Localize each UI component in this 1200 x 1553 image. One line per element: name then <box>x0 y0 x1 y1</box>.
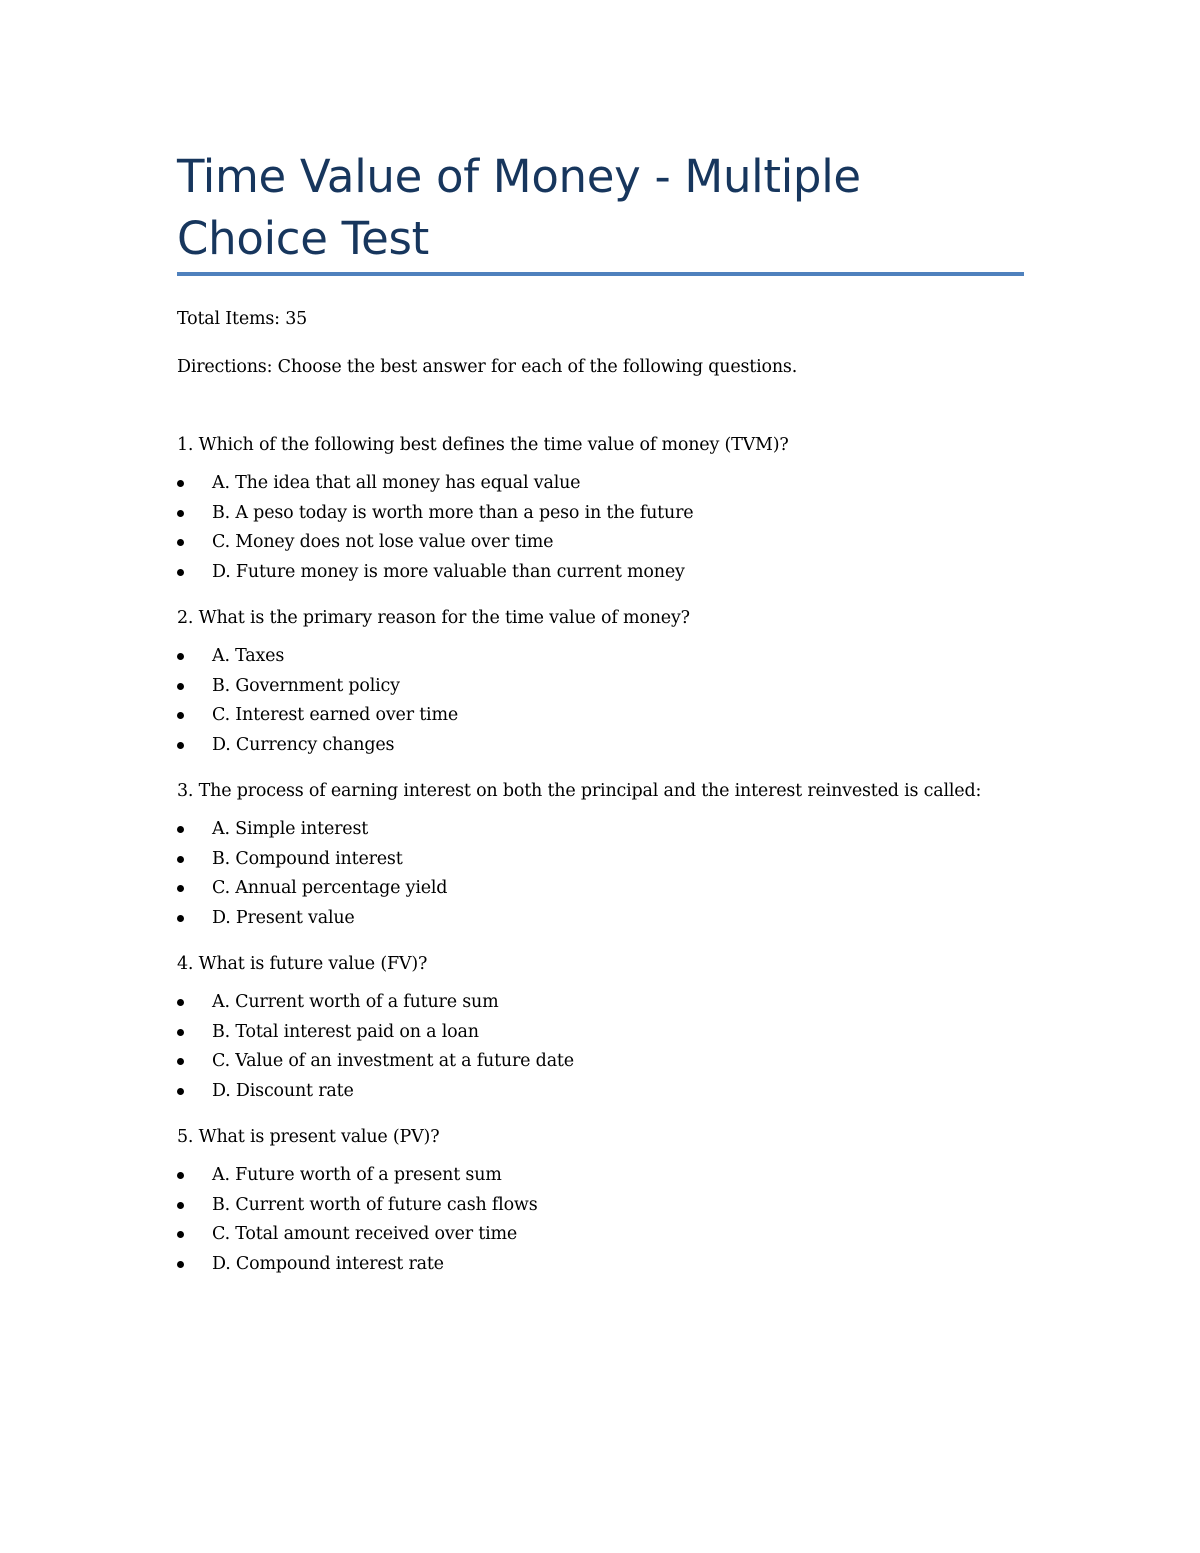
bullet-icon <box>177 539 184 546</box>
question-text: 4. What is future value (FV)? <box>177 954 428 974</box>
bullet-icon <box>177 1172 184 1179</box>
bullet-icon <box>177 1261 184 1268</box>
bullet-icon <box>177 480 184 487</box>
total-items: Total Items: 35 <box>177 309 308 329</box>
option-label: A. Taxes <box>212 646 285 666</box>
option-item <box>177 672 1037 702</box>
option-item <box>177 988 1037 1018</box>
directions: Directions: Choose the best answer for each of the following questions. <box>177 357 798 377</box>
question-list <box>177 432 1037 1297</box>
option-item <box>177 1220 1037 1250</box>
option-item <box>177 1018 1037 1048</box>
option-label: C. Annual percentage yield <box>212 878 448 898</box>
bullet-icon <box>177 1058 184 1065</box>
option-label: D. Currency changes <box>212 734 395 755</box>
option-list <box>177 815 1037 933</box>
option-item <box>177 815 1037 845</box>
bullet-icon <box>177 712 184 719</box>
bullet-icon <box>177 569 184 576</box>
bullet-icon <box>177 1202 184 1209</box>
option-list <box>177 988 1037 1106</box>
bullet-icon <box>177 742 184 749</box>
question-text: 5. What is present value (PV)? <box>177 1127 440 1147</box>
bullet-icon <box>177 856 184 863</box>
option-item <box>177 874 1037 904</box>
option-label: A. Future worth of a present sum <box>212 1165 502 1185</box>
option-label: C. Total amount received over time <box>212 1224 518 1244</box>
question-text: 2. What is the primary reason for the time value of money? <box>177 608 690 628</box>
bullet-icon <box>177 683 184 690</box>
option-list <box>177 642 1037 760</box>
option-item <box>177 701 1037 731</box>
option-item <box>177 528 1037 558</box>
option-label: C. Interest earned over time <box>212 705 458 725</box>
option-label: A. Current worth of a future sum <box>212 992 499 1012</box>
bullet-icon <box>177 999 184 1006</box>
option-label: C. Value of an investment at a future date <box>212 1051 574 1071</box>
option-item <box>177 845 1037 875</box>
page-title: Time Value of Money - Multiple Choice Test <box>177 150 861 265</box>
question-text: 3. The process of earning interest on both the principal and the interest reinvested is called: <box>177 781 982 801</box>
bullet-icon <box>177 653 184 660</box>
option-item <box>177 1250 1037 1280</box>
bullet-icon <box>177 510 184 517</box>
option-label: A. Simple interest <box>212 819 369 839</box>
question-4 <box>177 951 1037 1106</box>
option-item <box>177 1077 1037 1107</box>
bullet-icon <box>177 1231 184 1238</box>
title-underline <box>177 272 1024 276</box>
option-list <box>177 1161 1037 1279</box>
option-label: B. Total interest paid on a loan <box>212 1021 479 1042</box>
option-item <box>177 731 1037 761</box>
bullet-icon <box>177 826 184 833</box>
bullet-icon <box>177 1029 184 1036</box>
option-item <box>177 642 1037 672</box>
option-item <box>177 1047 1037 1077</box>
option-label: C. Money does not lose value over time <box>212 532 554 552</box>
option-label: D. Compound interest rate <box>212 1253 444 1274</box>
question-3 <box>177 778 1037 933</box>
option-item <box>177 1161 1037 1191</box>
question-1 <box>177 432 1037 587</box>
option-label: B. Government policy <box>212 675 400 696</box>
bullet-icon <box>177 915 184 922</box>
option-item <box>177 558 1037 588</box>
option-label: B. Compound interest <box>212 848 403 869</box>
option-list <box>177 469 1037 587</box>
title-block <box>177 146 1024 270</box>
option-label: D. Future money is more valuable than current money <box>212 561 685 582</box>
question-5 <box>177 1124 1037 1279</box>
option-label: D. Present value <box>212 907 355 928</box>
bullet-icon <box>177 1088 184 1095</box>
option-label: D. Discount rate <box>212 1080 354 1101</box>
option-label: B. Current worth of future cash flows <box>212 1194 538 1215</box>
option-item <box>177 1191 1037 1221</box>
question-text: 1. Which of the following best defines the time value of money (TVM)? <box>177 435 789 455</box>
option-label: B. A peso today is worth more than a peso in the future <box>212 502 694 523</box>
option-item <box>177 904 1037 934</box>
question-2 <box>177 605 1037 760</box>
option-item <box>177 499 1037 529</box>
option-label: A. The idea that all money has equal value <box>212 473 581 493</box>
bullet-icon <box>177 885 184 892</box>
option-item <box>177 469 1037 499</box>
